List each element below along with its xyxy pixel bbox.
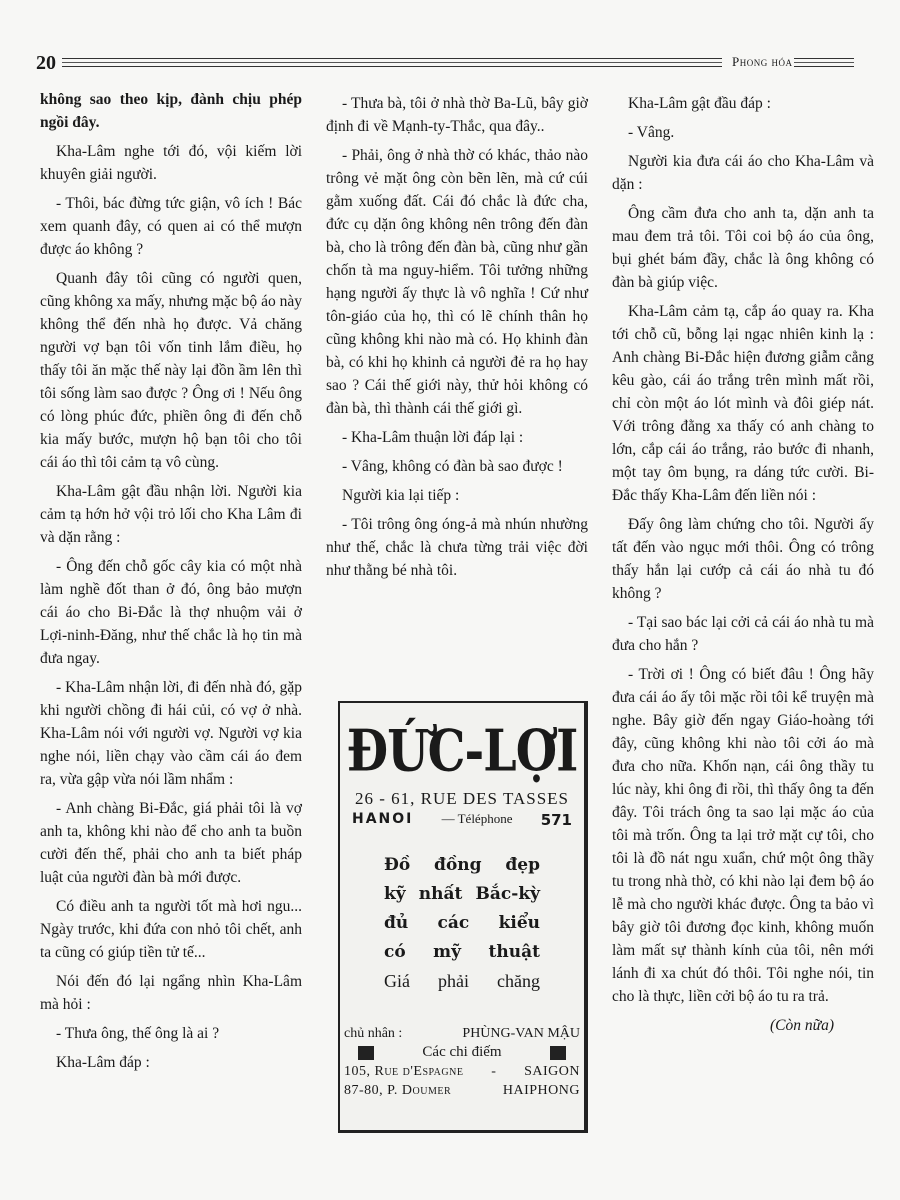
paragraph: - Thưa bà, tôi ở nhà thờ Ba-Lũ, bây giờ định đi về Mạnh-ty-Thắc, qua đây..	[326, 95, 588, 135]
ad-brand-name: ĐỨC-LỢI	[346, 716, 578, 785]
paragraph: Đấy ông làm chứng cho tôi. Người ấy tất đến vào ngục mới thôi. Ông có trông thấy hắn lại cướp cả cái áo nhà tu đó không ?	[612, 516, 874, 602]
ad-owner-line	[340, 1026, 584, 1042]
ad-owner-label: chủ nhân :	[344, 1026, 403, 1041]
advertisement-duc-loi	[338, 701, 588, 1133]
paragraph: - Trời ơi ! Ông có biết đâu ! Ông hãy đưa cái áo ấy tôi mặc rồi tôi kể truyện mà nghe. Bây giờ đến ngay Giáo-hoàng tới đây, cũng không khi nào tôi cởi áo mà đưa cho nữa. Khốn nạn, cái ông thầy tu lúc này, khi ông đi rồi, thì thấy ông ta đến đây. Tôi trách ông ta sao lại mặc áo của tôi mà trốn. Ông ta lại trở mặt cự tôi, cho tôi là đồ nát ngu xuẩn, chứ một ông thầy tu trong nhà thờ, có khi nào lại đem bộ áo lễ mà cho người khác được. Ông ta bảo vì bây giờ tôi đương đọc kinh, không muốn làm mất sự thành kính của tôi, nên mới lánh đi xa chút đó thôi. Tôi nghe nói, tin cho là thực, liền cởi bộ áo tu ra trả.	[612, 666, 874, 1005]
paragraph: - Thưa ông, thế ông là ai ?	[56, 1025, 220, 1042]
ad-branch-address: 87-80, P. Doumer	[344, 1083, 452, 1098]
ad-branch-city: HAIPHONG	[502, 1083, 580, 1098]
ad-slogan-line: đủ các kiểu	[384, 913, 540, 933]
page-number: 20	[36, 52, 56, 74]
ad-price: Giá phải chăng	[384, 971, 540, 991]
ad-phone: 571	[540, 811, 572, 829]
ad-city-line	[340, 811, 584, 829]
masthead: Phong hóa	[732, 54, 793, 69]
ad-slogan-line: có mỹ thuật	[384, 942, 540, 962]
paragraph: Kha-Lâm nghe tới đó, vội kiếm lời khuyên giải người.	[40, 143, 302, 183]
ad-branch-separator: -	[491, 1064, 497, 1079]
ad-branch-city: SAIGON	[524, 1064, 580, 1079]
ad-slogan-line: Đồ đồng đẹp	[384, 855, 540, 875]
square-ornament-icon	[358, 1046, 374, 1060]
square-ornament-icon	[550, 1046, 566, 1060]
paragraph: - Tôi trông ông óng-ả mà nhún nhường như thế, chắc là chưa từng trải việc đời như thằng bé nhà tôi.	[326, 516, 588, 579]
paragraph: - Anh chàng Bi-Đắc, giá phải tôi là vợ anh ta, không khi nào để cho anh ta buồn cười đến thế, phải cho anh ta biết pháp luật của người đàn bà mới được.	[40, 800, 302, 886]
ad-address: 26 - 61, RUE DES TASSES	[354, 789, 570, 808]
ad-branches-line	[340, 1044, 584, 1061]
paragraph: Người kia lại tiếp :	[342, 487, 460, 504]
ad-branch-haiphong	[340, 1083, 584, 1099]
paragraph: không sao theo kịp, đành chịu phép ngồi đây.	[40, 91, 302, 131]
ad-slogan-line: kỹ nhất Bắc-kỳ	[384, 884, 540, 904]
ad-city: HANOI	[352, 811, 414, 827]
column-1	[40, 88, 302, 1080]
ad-branch-saigon	[340, 1064, 584, 1080]
paragraph: - Tại sao bác lại cởi cả cái áo nhà tu mà đưa cho hắn ?	[612, 614, 874, 654]
ad-phone-label: — Téléphone	[441, 811, 513, 826]
header-rule-left	[62, 58, 722, 67]
paragraph: Ông cầm đưa cho anh ta, dặn anh ta mau đem trả tôi. Tôi coi bộ áo của ông, bụi ghét bám đầy, chắc là ông không có đàn bà giúp việc.	[612, 205, 874, 291]
paragraph: Nói đến đó lại ngẩng nhìn Kha-Lâm mà hỏi :	[40, 973, 302, 1013]
paragraph: - Vâng.	[628, 124, 675, 141]
page-header	[36, 52, 796, 76]
ad-branches-label: Các chi điếm	[422, 1044, 502, 1060]
paragraph: Có điều anh ta người tốt mà hơi ngu... Ngày trước, khi đứa con nhỏ tôi chết, anh ta cũng có giúp tiền tử tế...	[40, 898, 302, 961]
column-3	[612, 92, 874, 1043]
column-2	[326, 92, 588, 588]
ad-owner-name: PHÙNG-VAN MẬU	[462, 1026, 580, 1041]
paragraph: - Vâng, không có đàn bà sao được !	[342, 458, 563, 475]
paragraph: Người kia đưa cái áo cho Kha-Lâm và dặn :	[612, 153, 874, 193]
paragraph: - Phải, ông ở nhà thờ có khác, thảo nào trông vẻ mặt ông còn bẽn lẽn, mà cứ cúi gằm xuống đất. Cái đó chắc là đức cha, đức cụ dặn ông không nên trông đến đàn bà, cho là trông đến đàn bà, cũng như gần chốn tà ma nguy-hiểm. Tôi tưởng những hạng người ấy thực là vô nghĩa ! Cứ như tôn-giáo của họ, thì có lẽ chính thân họ cũng không khi nào mà có. Họ khinh đàn bà, có khi họ khinh cả người đẻ ra họ hay sao ? Cái thế giới này, thử hỏi không có đàn bà, thì thành cái thế giới gì.	[326, 147, 588, 417]
paragraph: Kha-Lâm gật đầu nhận lời. Người kia cảm tạ hớn hở vội trỏ lối cho Kha Lâm đi và dặn rằng :	[40, 483, 302, 546]
ad-slogan	[340, 851, 584, 996]
paragraph: Kha-Lâm cảm tạ, cắp áo quay ra. Kha tới chỗ cũ, bỗng lại ngạc nhiên kinh lạ : Anh chàng Bi-Đắc hiện đương giẫm cẳng kêu gào, cái áo trắng trên mình mất rồi, chỉ còn một áo lót mình và đôi giép nát. Với trông đằng xa thấy có anh chàng to lớn, cắp cái áo trắng, rảo bước đi nhanh, một tay ôm bụng, ra dáng tức cười. Bi-Đắc thấy Kha-Lâm đến liền nói :	[612, 303, 874, 504]
header-rule-right	[794, 58, 854, 67]
ad-branch-address: 105, Rue d'Espagne	[344, 1064, 464, 1079]
paragraph: Kha-Lâm đáp :	[56, 1054, 150, 1071]
paragraph: - Thôi, bác đừng tức giận, vô ích ! Bác xem quanh đây, có quen ai có thể mượn được áo không ?	[40, 195, 302, 258]
continued-note: (Còn nữa)	[770, 1017, 834, 1034]
paragraph: Quanh đây tôi cũng có người quen, cũng không xa mấy, nhưng mặc bộ áo này không thể đến nhà họ được. Vả chăng người vợ bạn tôi vốn tinh lắm điều, họ thấy tôi ăn mặc thế này lại đồn ầm lên thì tôi sống làm sao được ? Ông ơi ! Nếu ông có lòng phúc đức, phiền ông đi đến chỗ kia mấy bước, mượn hộ bạn tôi cho tôi cái áo thì tôi cảm tạ vô cùng.	[40, 270, 302, 471]
paragraph: - Kha-Lâm thuận lời đáp lại :	[342, 429, 524, 446]
paragraph: Kha-Lâm gật đầu đáp :	[628, 95, 771, 112]
paragraph: - Kha-Lâm nhận lời, đi đến nhà đó, gặp khi người chồng đi hái củi, có vợ ở nhà. Kha-Lâm nói với người vợ. Người vợ kia nghe nói, liền chạy vào cầm cái áo đem ra, vừa gập vừa nói lầm nhẩm :	[40, 679, 302, 788]
paragraph: - Ông đến chỗ gốc cây kia có một nhà làm nghề đốt than ở đó, ông bảo mượn cái áo cho Bi-Đắc là thợ nhuộm vải ở Lợi-ninh-Đăng, như thế chắc là họ tin mà đưa ngay.	[40, 558, 302, 667]
